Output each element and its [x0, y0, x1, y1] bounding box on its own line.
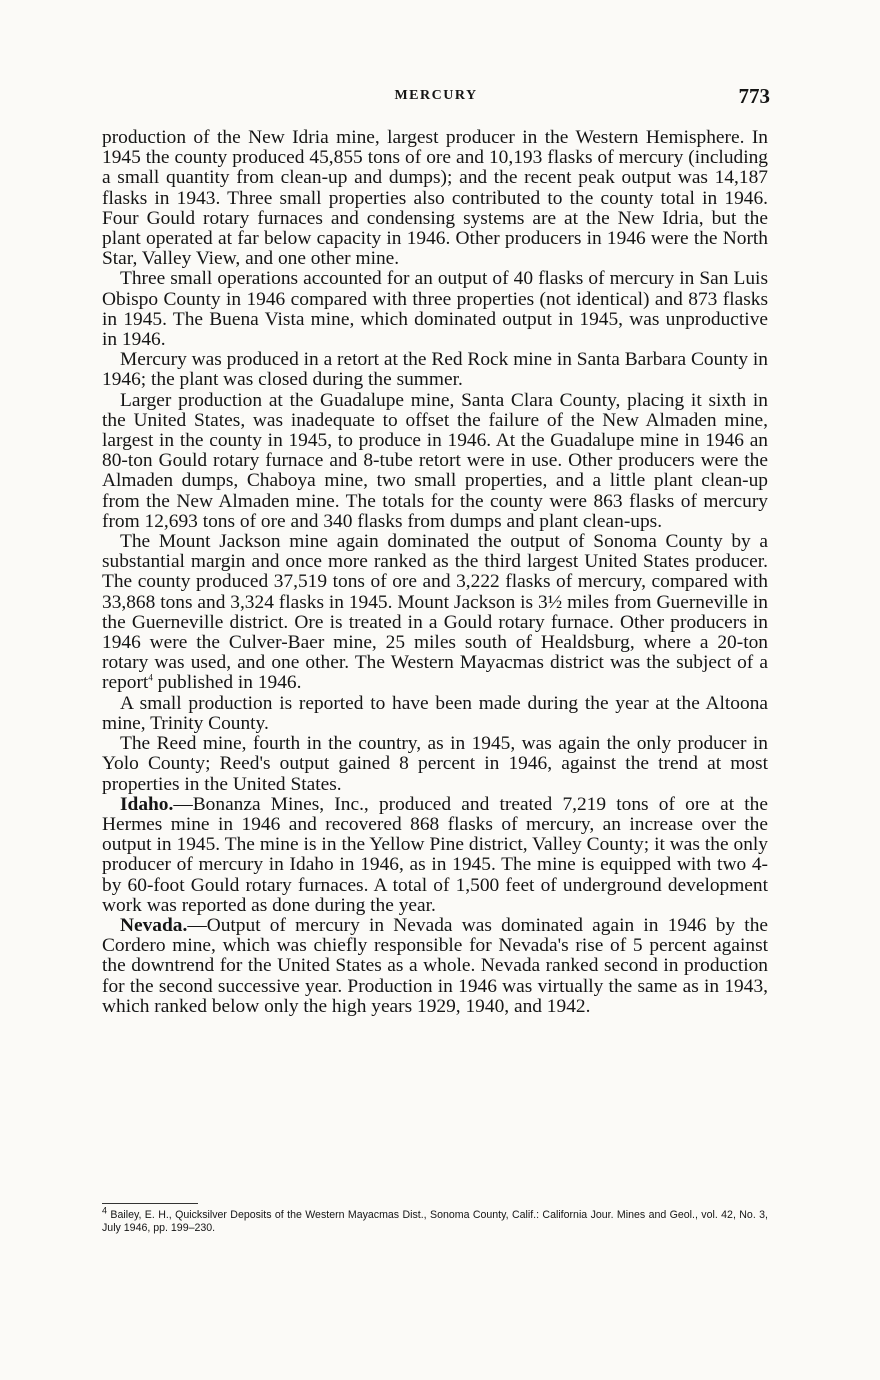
paragraph-sonoma: The Mount Jackson mine again dominated the output of Sonoma County by a substantial margin and once more ranked as the third largest United States producer. The county produced 37,519 tons of ore and 3,222 flasks of mercury, compared with 33,868 tons and 3,324 flasks in 1945. Mount Jackson is 3½ miles from Guerneville in the Guerneville district. Ore is treated in a Gould rotary furnace. Other producers in 1946 were the Culver-Baer mine, 25 miles south of Healdsburg, where a 20-ton rotary was used, and one other. The Western Mayacmas district was the subject of a report$^4$ published in 1946.: [102, 531, 768, 694]
paragraph-san-benito-continued: production of the New Idria mine, largest producer in the Western Hemisphere. In 1945 the county produced 45,855 tons of ore and 10,193 flasks of mercury (including a small quantity from clean-up and dumps); and the recent peak output was 14,187 flasks in 1943. Three small properties also contributed to the county total in 1946. Four Gould rotary furnaces and condensing systems are at the New Idria, but the plant operated at far below capacity in 1946. Other producers in 1946 were the North Star, Valley View, and one other mine.: [102, 127, 768, 270]
paragraph-santa-clara: Larger production at the Guadalupe mine, Santa Clara County, placing it sixth in the United States, was inadequate to offset the failure of the New Almaden mine, largest in the county in 1945, to produce in 1946. At the Guadalupe mine in 1946 an 80-ton Gould rotary furnace and 8-tube retort were in use. Other producers were the Almaden dumps, Chaboya mine, two small properties, and a little plant clean-up from the New Almaden mine. The totals for the county were 863 flasks of mercury from 12,693 tons of ore and 340 flasks from dumps and plant clean-ups.: [102, 389, 768, 532]
footnote-reference[interactable]: 4: [148, 673, 153, 684]
section-heading-idaho: Idaho.: [120, 793, 174, 815]
paragraph-nevada: Nevada.—Output of mercury in Nevada was dominated again in 1946 by the Cordero mine, which was chiefly responsible for Nevada's rise of 5 percent against the downtrend for the United States as a whole. Nevada ranked second in production for the second successive year. Production in 1946 was virtually the same as in 1943, which ranked below only the high years 1929, 1940, and 1942.: [102, 914, 768, 1017]
paragraph-idaho: Idaho.—Bonanza Mines, Inc., produced and treated 7,219 tons of ore at the Hermes mine in 1946 and recovered 868 flasks of mercury, an increase over the output in 1945. The mine is in the Yellow Pine district, Valley County; it was the only producer of mercury in Idaho in 1946, as in 1945. The mine is equipped with two 4- by 60-foot Gould rotary furnaces. A total of 1,500 feet of underground development work was reported as done during the year.: [102, 793, 768, 916]
page-number: 773: [738, 84, 770, 108]
body-text: [102, 128, 768, 1017]
paragraph-santa-barbara: Mercury was produced in a retort at the Red Rock mine in Santa Barbara County in 1946; the plant was closed during the summer.: [102, 349, 768, 391]
footnote-marker: 4: [102, 1205, 108, 1216]
paragraph-yolo: The Reed mine, fourth in the country, as in 1945, was again the only producer in Yolo County; Reed's output gained 8 percent in 1946, against the trend at most properties in the United States.: [102, 733, 768, 795]
paragraph-trinity: A small production is reported to have been made during the year at the Altoona mine, Trinity County.: [102, 692, 768, 734]
footnote: [102, 1205, 768, 1235]
footnote-divider: [102, 1203, 198, 1204]
paragraph-san-luis-obispo: Three small operations accounted for an output of 40 flasks of mercury in San Luis Obispo County in 1946 compared with three properties (not identical) and 873 flasks in 1945. The Buena Vista mine, which dominated output in 1945, was unproductive in 1946.: [102, 268, 768, 351]
footnote-text: Bailey, E. H., Quicksilver Deposits of the Western Mayacmas Dist., Sonoma County, Calif.: California Jour. Mines and Geol., vol. 42, No. 3, July 1946, pp. 199–230.: [102, 1209, 768, 1234]
running-header: [102, 84, 770, 108]
running-title: MERCURY: [394, 88, 478, 103]
section-heading-nevada: Nevada.: [120, 914, 188, 936]
